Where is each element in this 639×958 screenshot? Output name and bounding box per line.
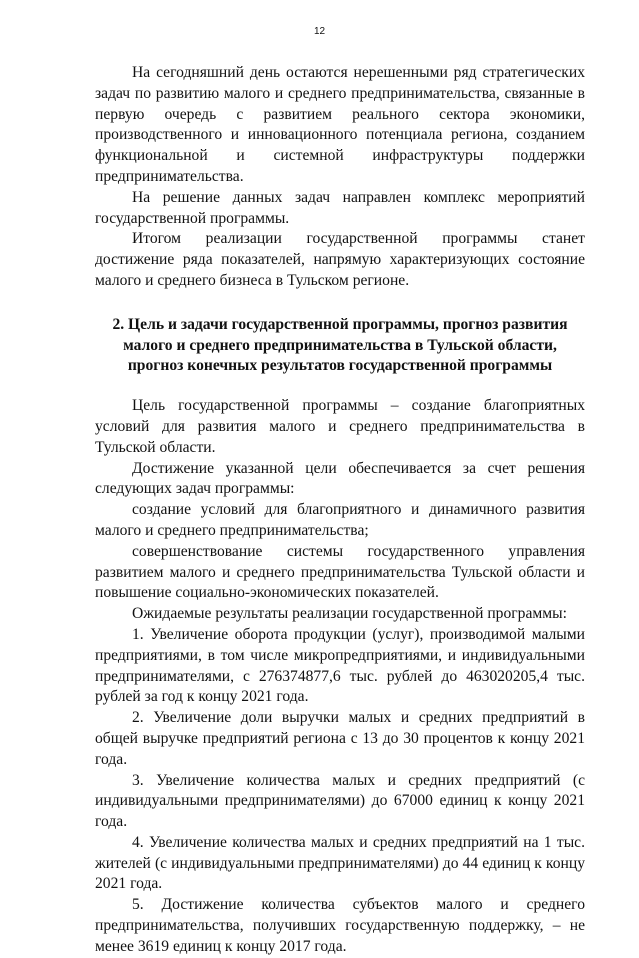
paragraph-program-goal: Цель государственной программы – создание благоприятных условий для развития малого и среднего предпринимательства в Тульской области. [95, 397, 585, 456]
paragraph-task-2: совершенствование системы государственного управления развитием малого и среднего предпринимательства Тульской области и повышение социально-экономических показателей. [95, 542, 585, 602]
document-body [95, 63, 585, 958]
result-item-1: 1. Увеличение оборота продукции (услуг), производимой малыми предприятиями, в том числе микропредприятиями, и индивидуальными предпринимателями, с 276374877,6 тыс. рублей до 463020205,4 тыс. рублей за год к концу 2021 года. [95, 625, 585, 706]
result-item-3: 3. Увеличение количества малых и средних предприятий (с индивидуальными предпринимателями) до 67000 единиц к концу 2021 года. [95, 771, 585, 831]
paragraph-goal-achievement: Достижение указанной цели обеспечивается за счет решения следующих задач программы: [95, 459, 585, 498]
page-number: 12 [313, 26, 326, 37]
paragraph-measures: На решение данных задач направлен комплекс мероприятий государственной программы. [95, 188, 585, 227]
paragraph-task-1: создание условий для благоприятного и динамичного развития малого и среднего предпринимательства; [95, 501, 585, 539]
paragraph-expected-results: Ожидаемые результаты реализации государственной программы: [132, 605, 567, 623]
result-item-4: 4. Увеличение количества малых и средних предприятий на 1 тыс. жителей (с индивидуальными предпринимателями) до 44 единиц к концу 2021 года. [95, 833, 585, 893]
result-item-5: 5. Достижение количества субъектов малого и среднего предпринимательства, получивших государственную поддержку, – не менее 3619 единиц к концу 2017 года. [95, 896, 585, 955]
section-heading: 2. Цель и задачи государственной программы, прогноз развития малого и среднего предпринимательства в Тульской области, прогноз конечных результатов государственной программы [112, 315, 568, 375]
paragraph-results-summary: Итогом реализации государственной программы станет достижение ряда показателей, напрямую характеризующих состояние малого и среднего бизнеса в Тульском регионе. [95, 230, 585, 289]
paragraph-strategic-tasks: На сегодняшний день остаются нерешенными ряд стратегических задач по развитию малого и среднего предпринимательства, связанные в первую очередь с развитием реального сектора экономики, производственного и инновационного потенциала региона, созданием функциональной и системной инфраструктуры поддержки предпринимательства. [95, 64, 585, 185]
result-item-2: 2. Увеличение доли выручки малых и средних предприятий в общей выручке предприятий региона с 13 до 30 процентов к концу 2021 года. [95, 709, 585, 768]
